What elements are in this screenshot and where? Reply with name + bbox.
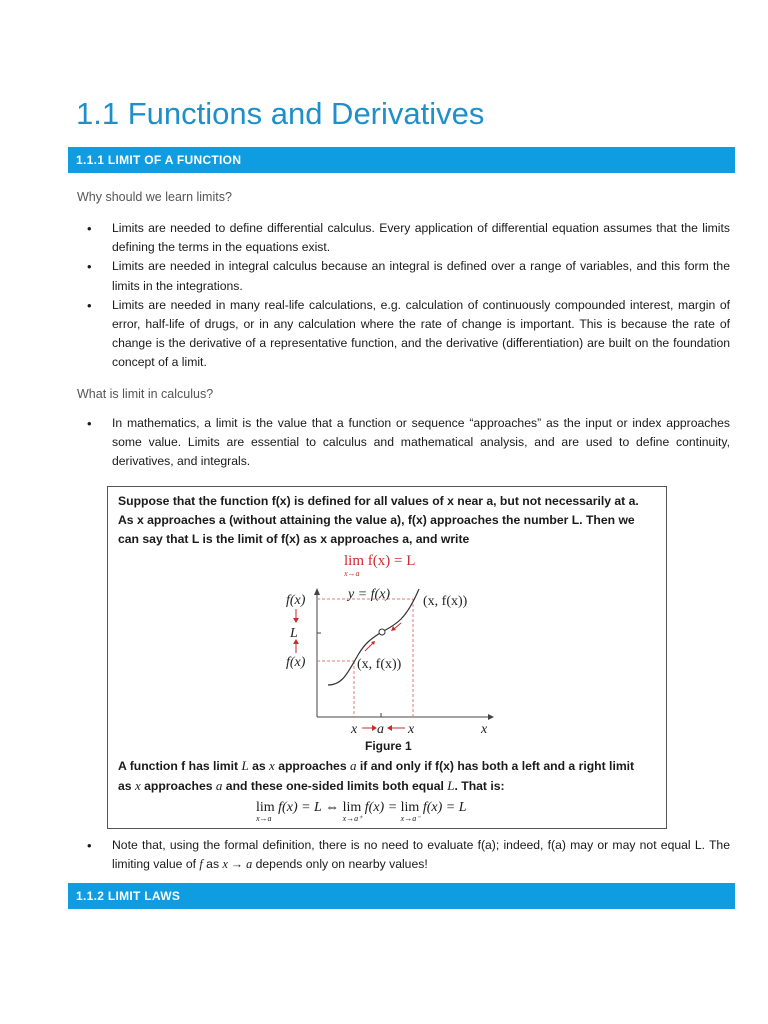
limit-formula-red: lim f(x) = L x→a (344, 553, 416, 578)
subheading-why-learn-limits: Why should we learn limits? (77, 190, 232, 204)
bullet-icon: • (87, 259, 92, 275)
bullet-icon: • (87, 416, 92, 431)
list-item: • Limits are needed to define differential calculus. Every application of differential equation assumes that the limits defining the terms in the equations exist. (87, 221, 730, 255)
definition-intro: Suppose that the function f(x) is defined for all values of x near a, but not necessarily at a. As x approaches a (without attaining the value a), f(x) approaches the number L. Then we can say that L is the limit of f(x) as x approaches a, and write (118, 494, 639, 546)
svg-text:f(x): f(x) (286, 593, 306, 608)
svg-text:x: x (481, 722, 488, 737)
list-item: • Limits are needed in many real-life calculations, e.g. calculation of continuously compounded interest, margin of error, half-life of drugs, or in any calculation where the rate of change is important. This is because the rate of change is the derivative of a representative function, and the derivative (differentiation) are built on the foundation concept of a limit. (87, 297, 730, 370)
curve-label: y = f(x) (348, 587, 391, 602)
what-bullet-list (84, 414, 730, 472)
section-header-limit-of-a-function: 1.1.1 LIMIT OF A FUNCTION (68, 147, 735, 173)
svg-text:f(x): f(x) (286, 655, 306, 670)
definition-box (107, 486, 667, 829)
bullet-icon: • (87, 297, 92, 313)
bullet-icon: • (87, 221, 92, 236)
why-bullet-list (84, 219, 730, 373)
limit-graph-figure (273, 587, 503, 737)
svg-text:L: L (290, 626, 298, 641)
svg-text:(x, f(x)): (x, f(x)) (357, 657, 402, 672)
list-item: • Limits are needed in integral calculus because an integral is defined over a range of variables, and this form the limits in the integrations. (87, 259, 730, 293)
svg-text:x: x (351, 722, 358, 737)
svg-text:(x, f(x)): (x, f(x)) (423, 594, 468, 609)
note-bullet-list (84, 836, 730, 874)
list-item: • Note that, using the formal definition, there is no need to evaluate f(a); indeed, f(a) may or may not equal L. The limiting value of f as x → a depends only on nearby values! (87, 838, 730, 872)
figure-caption: Figure 1 (365, 739, 412, 753)
svg-text:x: x (408, 722, 415, 737)
bullet-icon: • (87, 838, 92, 853)
one-sided-limit-formula: lim x→a f(x) = L ⇔ lim x→a⁺ f(x) = lim x→a⁻ f(x) = L (256, 800, 467, 823)
list-item: • In mathematics, a limit is the value that a function or sequence “approaches” as the input or index approaches some value. Limits are essential to calculus and mathematical analysis, and are used to define continuity, derivatives, and integrals. (87, 416, 730, 469)
page-title: 1.1 Functions and Derivatives (76, 96, 485, 131)
svg-text:a: a (377, 722, 384, 737)
one-sided-limit-text: A function f has limit L as x approaches a if and only if f(x) has both a left and a right limit as x approaches a and these one-sided limits both equal L. That is: (118, 758, 635, 793)
section-header-limit-laws: 1.1.2 LIMIT LAWS (68, 883, 735, 909)
subheading-what-is-limit: What is limit in calculus? (77, 387, 214, 401)
